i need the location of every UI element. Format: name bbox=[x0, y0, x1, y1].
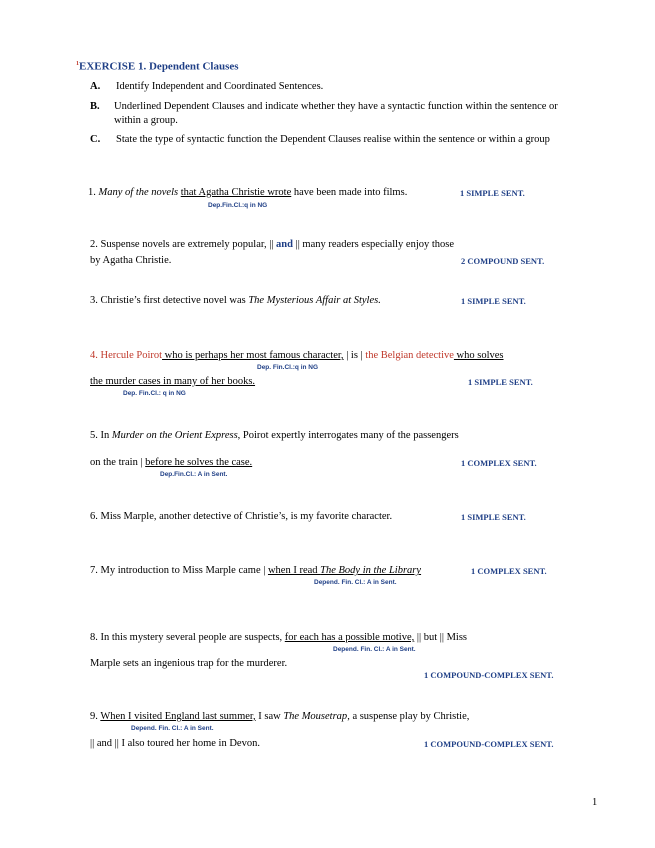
sentence-1-type: 1 SIMPLE SENT. bbox=[460, 188, 525, 198]
sentence-9-clause-note: Depend. Fin. Cl.: A in Sent. bbox=[131, 725, 214, 732]
conjunction: and bbox=[276, 239, 293, 250]
sentence-3-type: 1 SIMPLE SENT. bbox=[461, 296, 526, 306]
sentence-9-line-2: || and || I also toured her home in Devon. bbox=[90, 738, 260, 749]
sentence-1-clause-note: Dep.Fin.Cl.:q in NG bbox=[208, 202, 268, 209]
instruction-b-text-cont: within a group. bbox=[114, 115, 178, 126]
exercise-title-text: EXERCISE 1. Dependent Clauses bbox=[79, 60, 239, 73]
sentence-8-type: 1 COMPOUND-COMPLEX SENT. bbox=[424, 670, 554, 680]
dependent-clause: who is perhaps her most famous character, bbox=[162, 350, 344, 361]
sentence-3: 3. Christie’s first detective novel was The Mysterious Affair at Styles. bbox=[90, 295, 381, 306]
dependent-clause: when I read The Body in the Library bbox=[267, 565, 422, 576]
sentence-7: 7. My introduction to Miss Marple came | when I read The Body in the Library bbox=[90, 565, 422, 576]
sentence-7-type: 1 COMPLEX SENT. bbox=[471, 566, 547, 576]
sentence-1: 1. Many of the novels that Agatha Christie wrote have been made into films. bbox=[88, 187, 408, 198]
sentence-4-clause-note-2: Dep. Fin.Cl.: q in NG bbox=[123, 390, 186, 397]
dependent-clause: who solves bbox=[453, 350, 504, 361]
sentence-9: 9. When I visited England last summer, I saw The Mousetrap, a suspense play by Christie, bbox=[90, 711, 470, 722]
page-number: 1 bbox=[592, 797, 598, 808]
sentence-5-type: 1 COMPLEX SENT. bbox=[461, 458, 537, 468]
instruction-c-text: State the type of syntactic function the Dependent Clauses realise within the sentence or within a group bbox=[116, 134, 550, 145]
sentence-2-type: 2 COMPOUND SENT. bbox=[461, 256, 545, 266]
sentence-9-type: 1 COMPOUND-COMPLEX SENT. bbox=[424, 739, 554, 749]
instruction-c-label: C. bbox=[90, 134, 101, 145]
sentence-5-line-2: on the train | before he solves the case. bbox=[90, 457, 253, 468]
sentence-6: 6. Miss Marple, another detective of Christie’s, is my favorite character. bbox=[90, 511, 393, 522]
sentence-4: 4. Hercule Poirot who is perhaps her most famous character, | is | the Belgian detective who solves bbox=[90, 350, 504, 361]
sentence-5-clause-note: Dep.Fin.Cl.: A in Sent. bbox=[160, 471, 228, 478]
instruction-a-label: A. bbox=[90, 81, 101, 92]
sentence-number: 1. bbox=[88, 187, 96, 198]
sentence-5: 5. In Murder on the Orient Express, Poirot expertly interrogates many of the passengers bbox=[90, 430, 459, 441]
dependent-clause: for each has a possible motive, bbox=[284, 632, 415, 643]
sentence-4-type: 1 SIMPLE SENT. bbox=[468, 377, 533, 387]
dependent-clause: that Agatha Christie wrote bbox=[180, 187, 292, 198]
dependent-clause: When I visited England last summer, bbox=[100, 711, 256, 722]
exercise-title bbox=[76, 58, 239, 74]
sentence-8-clause-note: Depend. Fin. Cl.: A in Sent. bbox=[333, 646, 416, 653]
sentence-8-line-2: Marple sets an ingenious trap for the murderer. bbox=[90, 658, 288, 669]
instruction-a-text: Identify Independent and Coordinated Sentences. bbox=[116, 81, 324, 92]
sentence-4-clause-note-1: Dep. Fin.Cl.:q in NG bbox=[257, 364, 319, 371]
sentence-8: 8. In this mystery several people are suspects, for each has a possible motive, || but || Miss bbox=[90, 632, 468, 643]
sentence-7-clause-note: Depend. Fin. Cl.: A in Sent. bbox=[314, 579, 397, 586]
footnote-mark: 1 bbox=[76, 61, 79, 67]
dependent-clause: before he solves the case. bbox=[145, 457, 253, 468]
sentence-4-line-2: the murder cases in many of her books. bbox=[90, 376, 256, 387]
instruction-b-text: Underlined Dependent Clauses and indicate whether they have a syntactic function within the sentence or bbox=[114, 101, 558, 112]
sentence-2: 2. Suspense novels are extremely popular, || and || many readers especially enjoy those bbox=[90, 239, 455, 250]
instruction-b-label: B. bbox=[90, 101, 100, 112]
sentence-2-line-2: by Agatha Christie. bbox=[90, 255, 172, 266]
sentence-6-type: 1 SIMPLE SENT. bbox=[461, 512, 526, 522]
